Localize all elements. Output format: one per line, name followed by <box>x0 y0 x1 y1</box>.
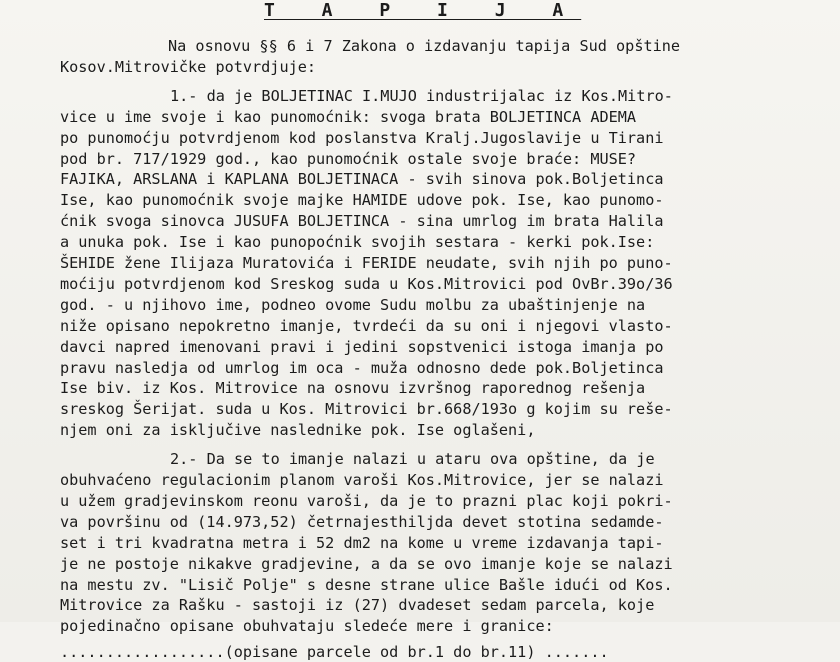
section2-line: u užem gradjevinskom reonu varoši, da je to prazni plac koji pokri- <box>60 491 673 510</box>
section1-line: niže opisano nepokretno imanje, tvrdeći da su oni i njegovi vlasto- <box>60 316 673 335</box>
section1-line: 1.- da je BOLJETINAC I.MUJO industrijalac iz Kos.Mitro- <box>170 86 673 105</box>
section1-line: vice u ime svoje i kao punomoćnik: svoga brata BOLJETINCA ADEMA <box>60 107 637 126</box>
section2-line: na mestu zv. "Lisič Polje" s desne strane ulice Bašle idući od Kos. <box>60 575 673 594</box>
section2-line: va površinu od (14.973,52) četrnajesthiljda devet stotina sedamde- <box>60 512 664 531</box>
section1-line: po punomoćju potvrdjenom kod poslanstva Kralj.Jugoslavije u Tirani <box>60 128 664 147</box>
section1-line: sreskog Šerijat. suda u Kos. Mitrovici br.668/193o g kojim su reše- <box>60 400 673 419</box>
section2-line: Mitrovice za Rašku - sastoji iz (27) dvadeset sedam parcela, koje <box>60 596 655 615</box>
section1-line: Ise, kao punomoćnik svoje majke HAMIDE udove pok. Ise, kao punomo- <box>60 191 664 210</box>
section1-line: a unuka pok. Ise i kao punopoćnik svojih sestara - kerki pok.Ise: <box>60 233 655 252</box>
document-title: T A P I J A <box>264 0 582 21</box>
section1-line: njem oni za isključive naslednike pok. Ise oglašeni, <box>60 421 536 440</box>
section1-line: FAJIKA, ARSLANA i KAPLANA BOLJETINACA - svih sinova pok.Boljetinca <box>60 170 664 189</box>
section2-line: set i tri kvadratna metra i 52 dm2 na kome u vreme izdavanja tapi- <box>60 533 664 552</box>
section1-line: god. - u njihovo ime, podneo ovome Sudu molbu za ubaštinjenje na <box>60 295 646 314</box>
section2-line: pojedinačno opisane obuhvataju sledeće mere i granice: <box>60 617 554 636</box>
intro-line: Na osnovu §§ 6 i 7 Zakona o izdavanju tapija Sud opštine <box>168 37 681 55</box>
section1-line: pod br. 717/1929 god., kao punomoćnik ostale svoje braće: MUSE? <box>60 149 637 168</box>
section1-line: ŠEHIDE žene Ilijaza Muratovića i FERIDE neudate, svih njih po puno- <box>60 254 673 272</box>
section1-line: Ise biv. iz Kos. Mitrovice na osnovu izvršnog raporednog rešenja <box>60 379 646 398</box>
section2-line: je ne postoje nikakve gradjevine, a da se ovo imanje koje se nalazi <box>60 554 673 573</box>
section2-line: obuhvaćeno regulacionim planom varoši Kos.Mitrovice, jer se nalazi <box>60 471 664 489</box>
section1-line: pravu nasledja od umrlog im oca - muža odnosno dede pok.Boljetinca <box>60 358 664 377</box>
section2-line: 2.- Da se to imanje nalazi u ataru ova opštine, da je <box>170 450 655 469</box>
section1-line: davci napred imenovani pravi i jedini sopstvenici istoga imanja po <box>60 337 664 356</box>
footer-line: ..................(opisane parcele od br.1 do br.11) ....... <box>60 643 609 662</box>
section1-line: moćiju potvrdjenom kod Sreskog suda u Kos.Mitrovici pod OvBr.39o/36 <box>60 274 673 293</box>
intro-line: Kosov.Mitrovičke potvrdjuje: <box>60 57 317 76</box>
section1-line: ćnik svoga sinovca JUSUFA BOLJETINCA - sina umrlog im brata Halila <box>60 212 664 231</box>
